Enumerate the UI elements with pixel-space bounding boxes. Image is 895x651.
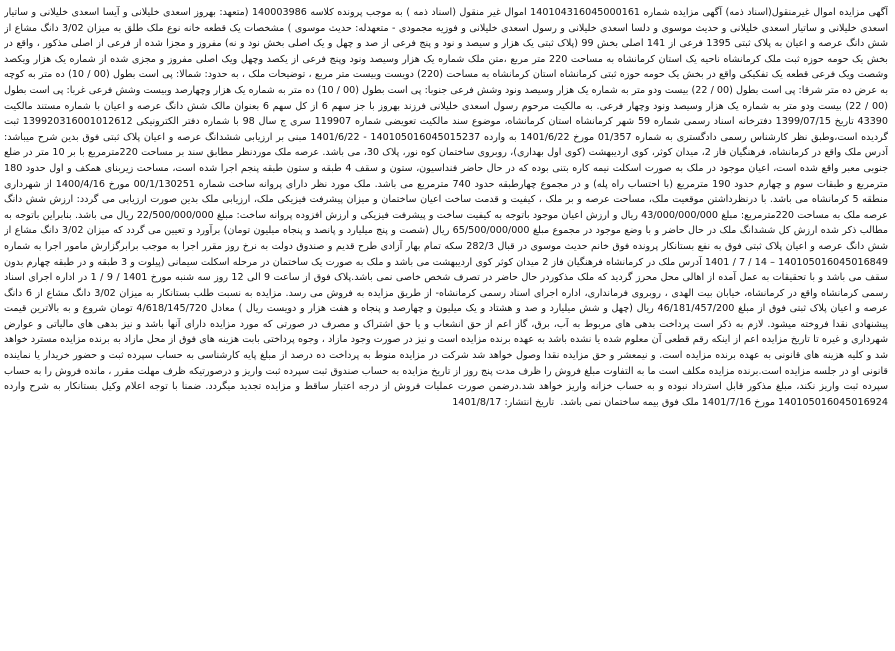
notice-body: آگهی مزایده اموال غیرمنقول(اسناد ذمه) آگهی مزایده شماره 140104316045000161 اموال غیر منقول (اسناد ذمه ) به موجب پرونده کلاسه 140003986 (متعهد: بهروز اسعدی خلیلانی و آیسا اسعدی خلیلانی و ساتیار اسعدی خلیلانی و ساتیار اسعدی خلیلانی و حدیث موسوی و دلسا اسعدی خلیلانی و رسول اسعدی خلیلانی و فوزیه مجمودی - متعهدله: حدیث موسوی ) مشخصات یک قطعه خانه نوع ملک طلق به میزان 3/02 دانگ مشاع از شش دانگ عرصه و اعیان به پلاک ثبتی 1395 فرعی از 141 اصلی بخش 99 (پلاک ثبتی یک هزار و سیصد و نود و پنج فرعی از صد و چهل و یک اصلی بخش نود و نه) مفروز و مجزا شده از فرعی از اصلی مذکور ، واقع در بخش یک حومه حوزه ثبت ملک کرمانشاه ناحیه یک استان کرمانشاه به مساحت 220 متر مربع ،متن ملک شماره یک هزار وسیصد ونود وپنج فرعی از یکصد وچهل ویک اصلی مفروز و مجزی شده از شماره یک هزار ویکصد وشصت ویک فرعی قطعه یک تفکیکی واقع در بخش یک حومه حوزه ثبتی کرمانشاه استان کرمانشاه به مساحت (220) دویست وبیست متر مربع ، توضیحات ملک ، به حدود: شمالا: پی است بطول (00 / 10) ده متر به کوچه به عرض ده متر شرقا: پی است بطول (00 / 22) بیست ودو متر به شماره یک هزار وسیصد ونود وشش فرعی جنوبا: پی است بطول (00 / 10) ده متر به شماره یک هزار وچهارصد وبیست وشش فرعی غربا: پی است بطول (00 / 22) بیست ودو متر به شماره یک هزار وسیصد ونود وچهار فرعی. به مالکیت مرحوم رسول اسعدی خلیلانی فرزند بهروز با جز سهم 6 از کل سهم 6 بعنوان مالک شش دانگ عرصه و اعیان با شماره مستند مالکیت 43390 تاریخ 1399/07/15 دفترخانه اسناد رسمی شماره 59 شهر کرمانشاه استان کرمانشاه، موضوع سند مالکیت تعویضی شماره 119907 سری ج سال 98 با شماره دفتر الکترونیکی 139920316001012612 ثبت گردیده است،وطبق نظر کارشناس رسمی دادگستری به شماره 01/357 مورخ 1401/6/22 به وارده 140105016045015237 - 1401/6/22 مبنی بر ارزیابی ششدانگ عرصه و اعیان پلاک ثبتی فوق بدین شرح میباشد: آدرس ملک واقع در کرمانشاه، فرهنگیان فاز 2، میدان کوثر، کوی اردیبهشت (کوی اول بهداری)، روبروی ساختمان کوه نور، پلاک 30، می باشد. عرصه ملک موردنظر مطابق سند بر مساحت 220مترمربع با بر 10 متر در ضلع جنوبی معبر واقع شده است، اعیان موجود در ملک به صورت اسکلت نیمه کاره بتنی بوده که در حال حاضر فنداسیون، ستون و سقف 4 طبقه و ستون طبقه پنجم اجرا شده است، مساحت زیربنای همکف و اول حدود 180 مترمربع و طبقات سوم و چهارم حدود 190 مترمربع (با احتساب راه پله) و در مجموع چهارطبقه حدود 740 مترمربع می باشد. ملک مورد نظر دارای پروانه ساخت شماره 00/1/130251 مورخ 1400/4/16 از شهرداری منطقه 5 کرمانشاه می باشد. با درنظرداشتن موقعیت ملک، مساحت عرصه و بر ملک ، کیفیت و قدمت ساخت اعیان ساختمان و میزان پیشرفت فیزیکی ملک، ارزیابی ملک بدین صورت ارزیابی می گردد: ارزش شش دانگ عرصه ملک به مساحت 220مترمربع: مبلغ 43/000/000/000 ریال و ارزش اعیان موجود باتوجه به کیفیت ساخت و پیشرفت فیزیکی و ارزش افزوده پروانه ساخت: مبلغ 22/500/000/000 ریال می باشد. بنابراین باتوجه به مطالب ذکر شده ارزش کل ششدانگ ملک در حال حاضر و با وضع موجود در مجموع مبلغ 65/500/000/000 ریال (شصت و پنج میلیارد و پانصد و پنجاه میلیون تومان) برآورد و تعیین می گردد که میزان 3/02 دانگ مشاع از شش دانگ عرصه و اعیان پلاک ثبتی فوق به نفع بستانکار پرونده فوق خانم حدیث موسوی در قبال 282/3 سکه تمام بهار آزادی طرح قدیم و صندوق دولت به نرخ روز مقرر اجرا به موجب برابرگزارش مامور اجرا به شماره 140105016045016849 – 14 / 7 / 1401 آدرس ملک در کرمانشاه فرهنگیان فاز 2 میدان کوثر کوی اردیبهشت می باشد و ملک به صورت یک ساختمان در مرحله اسکلت سیمانی (پیلوت و 3 طبقه و در طبقه چهارم بدون سقف می باشد و با تحقیقات به عمل آمده از اهالی محل محرز گردید که ملک مذکوردر حال حاضر در تصرف شخص خاصی نمی باشد.پلاک فوق از ساعت 9 الی 12 روز سه شنبه مورخ 1401 / 9 / 1 در اداره اجرای اسناد رسمی کرمانشاه واقع در کرمانشاه، خیابان بیت الهدی ، روبروی فرمانداری، اداره اجرای اسناد رسمی کرمانشاه- از طریق مزایده به فروش می رسد. مزایده به نسبت طلب بستانکار به میزان 3/02 دانگ مشاع از 6 دانگ عرصه و اعیان پلاک ثبتی فوق از مبلغ 46/181/457/200 ریال (چهل و شش میلیارد و صد و هشتاد و یک میلیون و چهارصد و پنجاه و هفت هزار و دویست ریال ) معادل 4/618/145/720 تومان شروع و به بالاترین قیمت پیشنهادی نقدا فروخته میشود. لازم به ذکر است پرداخت بدهی های مربوط به آب، برق، گاز اعم از حق انشعاب و یا حق اشتراک و مصرف در صورتی که مورد مزایده دارای آنها باشد و نیز بدهی های مالیاتی و عوارض شهرداری و غیره تا تاریخ مزایده اعم از اینکه رقم قطعی آن معلوم شده یا نشده باشد به عهده برنده مزایده است و نیز در صورت وجود مازاد ، وجوه پرداختی بابت هزینه های فوق از محل مازاد به برنده مزایده مسترد خواهد شد و کلیه هزینه های قانونی به عهده برنده مزایده است. و نیمعشر و حق مزایده نقدا وصول خواهد شد شرکت در مزایده منوط به پرداخت ده درصد از مبلغ پایه کارشناسی به حساب سپرده ثبت و حضور خریدار یا نماینده قانونی او در جلسه مزایده است.برنده مزایده مکلف است ما به التفاوت مبلغ فروش را ظرف مدت پنج روز از تاریخ مزایده به حساب صندوق ثبت سپرده ثبت واریز و درصورتیکه ظرف مهلت مقرر ، مانده فروش را به حساب سپرده ثبت واریز نکند، مبلغ مذکور قابل استرداد نبوده و به حساب خزانه واریز خواهد شد.درضمن صورت عملیات فروش از درجه اعتبار ساقط و مزایده تجدید میگردد. ضمنا با توجه اعلام وکیل بستانکار به شرح وارده 140105016045016924 مورخ 1401/7/16 ملک فوق بیمه ساختمان نمی باشد. xyxy=(4,7,888,408)
publication-date: تاریخ انتشار: 1401/8/17 xyxy=(452,396,555,408)
auction-notice-text xyxy=(4,5,888,647)
